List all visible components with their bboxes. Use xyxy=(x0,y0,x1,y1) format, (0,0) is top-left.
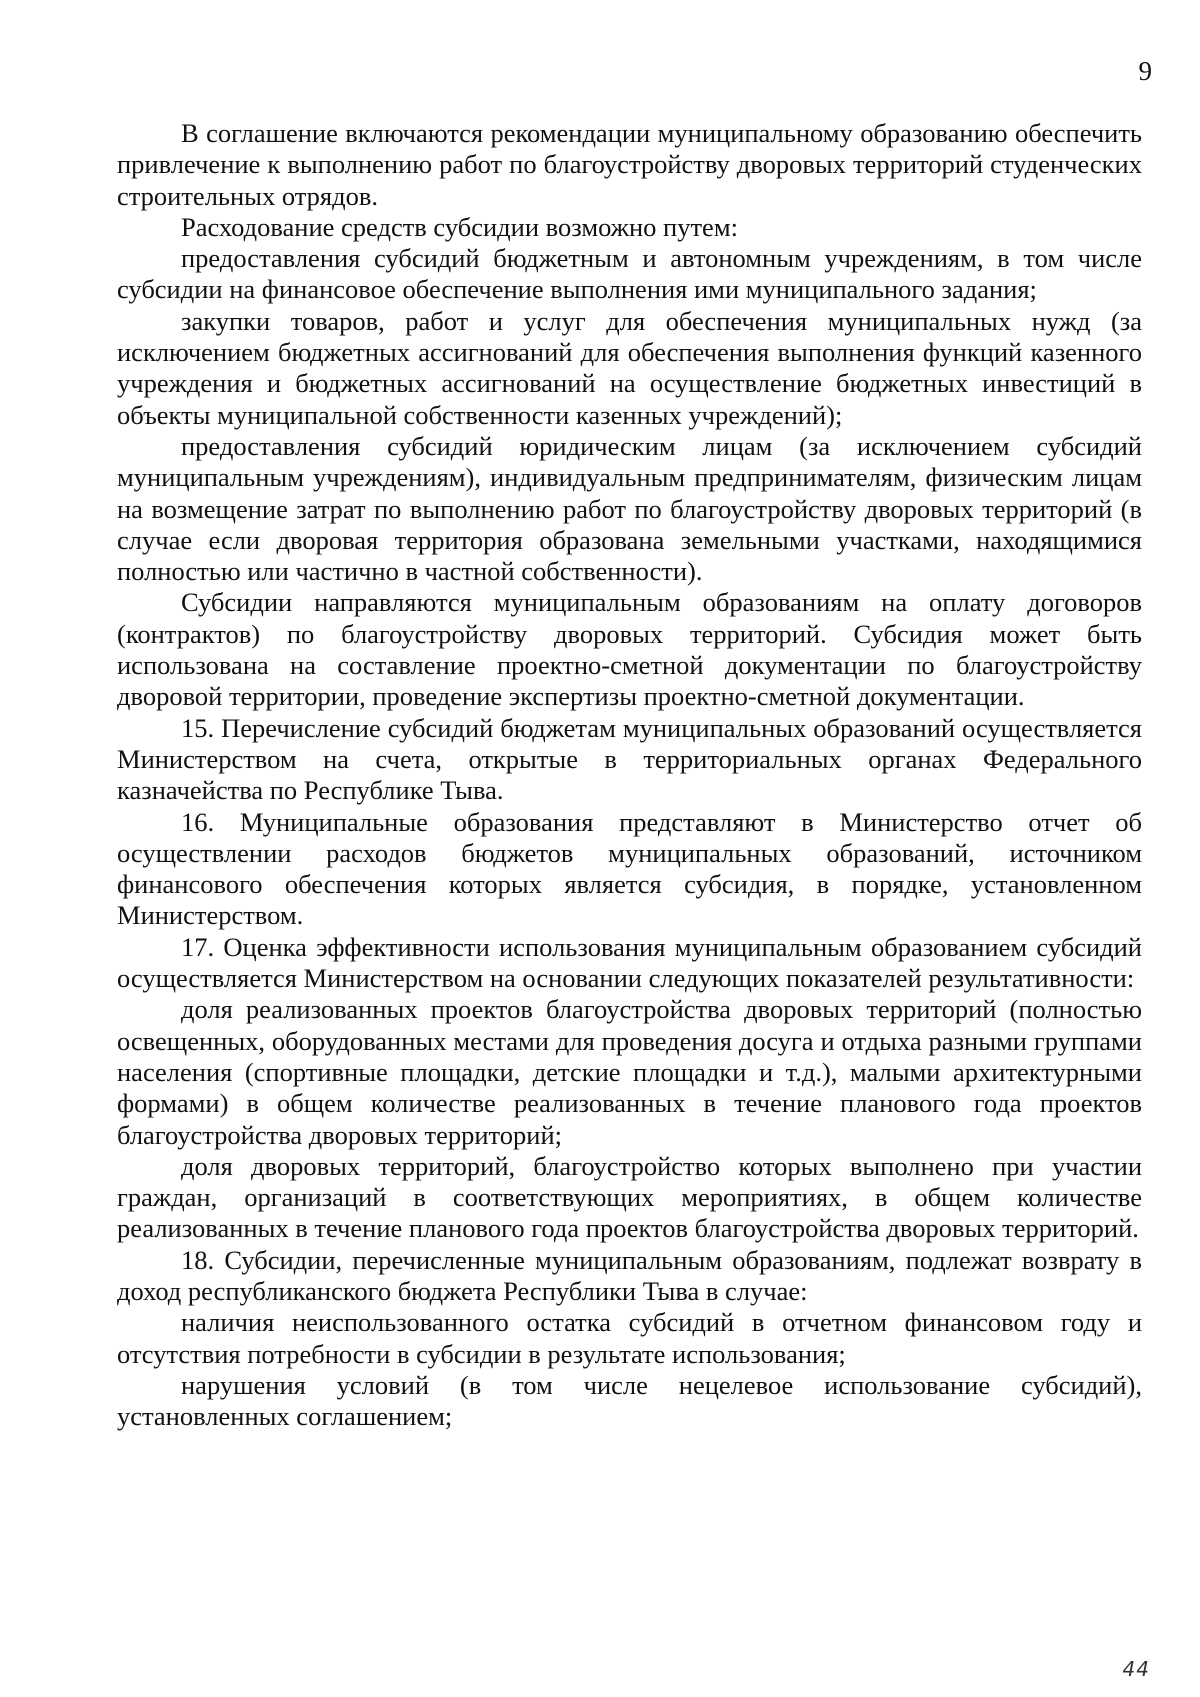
paragraph: 15. Перечисление субсидий бюджетам муниципальных образований осуществляется Министерством на счета, открытые в территориальных органах Федерального казначейства по Республике Тыва. xyxy=(117,712,1142,806)
paragraph: доля реализованных проектов благоустройства дворовых территорий (полностью освещенных, оборудованных местами для проведения досуга и отдыха разными группами населения (спортивные площадки, детские площадки и т.д.), малыми архитектурными формами) в общем количестве реализованных в течение планового года проектов благоустройства дворовых территорий; xyxy=(117,994,1142,1150)
page-number: 9 xyxy=(1138,56,1152,86)
paragraph: Расходование средств субсидии возможно путем: xyxy=(181,211,738,242)
paragraph: Субсидии направляются муниципальным образованиям на оплату договоров (контрактов) по благоустройству дворовых территорий. Субсидия может быть использована на составление проектно-сметной документации по благоустройству дворовой территории, проведение экспертизы проектно-сметной документации. xyxy=(117,587,1142,712)
handwritten-page-mark: 44 xyxy=(1122,1657,1150,1681)
paragraph: В соглашение включаются рекомендации муниципальному образованию обеспечить привлечение к выполнению работ по благоустройству дворовых территорий студенческих строительных отрядов. xyxy=(117,118,1142,211)
paragraph: 18. Субсидии, перечисленные муниципальным образованиям, подлежат возврату в доход республиканского бюджета Республики Тыва в случае: xyxy=(117,1244,1142,1306)
paragraph: предоставления субсидий бюджетным и автономным учреждениям, в том числе субсидии на финансовое обеспечение выполнения ими муниципального задания; xyxy=(117,243,1142,305)
paragraph: наличия неиспользованного остатка субсидий в отчетном финансовом году и отсутствия потребности в субсидии в результате использования; xyxy=(117,1307,1142,1369)
paragraph: нарушения условий (в том числе нецелевое использование субсидий), установленных соглашением; xyxy=(117,1369,1142,1432)
paragraph: 17. Оценка эффективности использования муниципальным образованием субсидий осуществляется Министерством на основании следующих показателей результативности: xyxy=(117,931,1142,994)
paragraph: 16. Муниципальные образования представляют в Министерство отчет об осуществлении расходов бюджетов муниципальных образований, источником финансового обеспечения которых является субсидия, в порядке, установленном Министерством. xyxy=(117,806,1142,931)
paragraph: предоставления субсидий юридическим лицам (за исключением субсидий муниципальным учреждениям), индивидуальным предпринимателям, физическим лицам на возмещение затрат по выполнению работ по благоустройству дворовых территорий (в случае если дворовая территория образована земельными участками, находящимися полностью или частично в частной собственности). xyxy=(117,430,1142,587)
paragraph: доля дворовых территорий, благоустройство которых выполнено при участии граждан, организаций в соответствующих мероприятиях, в общем количестве реализованных в течение планового года проектов благоустройства дворовых территорий. xyxy=(117,1150,1142,1244)
document-body xyxy=(117,118,1142,1432)
paragraph: закупки товаров, работ и услуг для обеспечения муниципальных нужд (за исключением бюджетных ассигнований для обеспечения выполнения функций казенного учреждения и бюджетных ассигнований на осуществление бюджетных инвестиций в объекты муниципальной собственности казенных учреждений); xyxy=(117,305,1142,430)
